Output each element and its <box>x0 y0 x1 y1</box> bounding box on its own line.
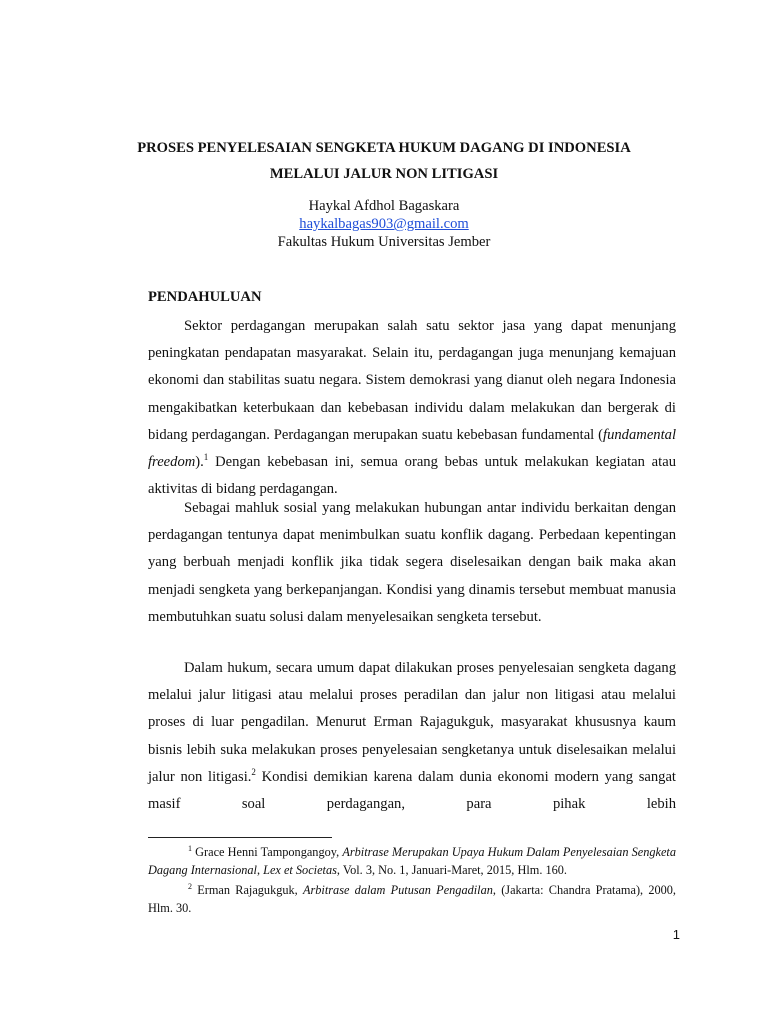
title-line-2: MELALUI JALUR NON LITIGASI <box>269 166 499 182</box>
footnote-2-title: Arbitrase dalam Putusan Pengadilan <box>302 883 493 897</box>
footnote-1-number: 1 <box>188 843 192 853</box>
footnote-1 <box>148 843 676 879</box>
footnote-2-rest: , (Jakarta: Chandra Pratama), 2000, Hlm. 30. <box>148 883 677 915</box>
author-block <box>110 197 658 251</box>
section-heading: PENDAHULUAN <box>148 289 262 305</box>
author-affiliation: Fakultas Hukum Universitas Jember <box>277 234 491 250</box>
title-line-1: PROSES PENYELESAIAN SENGKETA HUKUM DAGANG DI INDONESIA <box>137 140 631 156</box>
footnote-1-author: Grace Henni Tampongangoy, <box>192 845 343 859</box>
paragraph-1 <box>148 313 676 503</box>
footnote-ref-2[interactable]: 2 <box>251 766 256 777</box>
footnote-2-author: Erman Rajagukguk, <box>192 883 303 897</box>
footnote-2 <box>148 881 676 917</box>
footnote-divider <box>148 837 332 838</box>
author-email-link[interactable]: haykalbagas903@gmail.com <box>299 216 469 232</box>
footnote-2-number: 2 <box>188 881 192 891</box>
paragraph-3 <box>148 655 676 818</box>
footnote-1-rest: , Vol. 3, No. 1, Januari-Maret, 2015, Hlm. 160. <box>336 863 567 877</box>
author-name: Haykal Afdhol Bagaskara <box>308 198 460 214</box>
footnote-1-sep: , <box>256 863 264 877</box>
footnote-1-title: Arbitrase Merupakan Upaya Hukum Dalam Penyelesaian Sengketa Dagang Internasional <box>148 845 676 877</box>
paper-title <box>110 135 658 187</box>
p1-text-a: Sektor perdagangan merupakan salah satu sektor jasa yang dapat menunjang peningkatan pendapatan masyarakat. Selain itu, perdagangan juga menunjang kemajuan ekonomi dan stabilitas suatu negara. Sistem demokrasi yang dianut oleh negara Indonesia mengakibatkan keterbukaan dan kebebasan individu dalam melakukan dan bergerak di bidang perdagangan. Perdagangan merupakan suatu kebebasan fundamental ( <box>148 318 676 443</box>
p1-text-b: ). <box>195 454 204 471</box>
paragraph-2: Sebagai mahluk sosial yang melakukan hubungan antar individu berkaitan dengan perdagangan tentunya dapat menimbulkan suatu konflik dagang. Perbedaan kepentingan yang berbuah menjadi konflik jika tidak segera diselesaikan dengan baik maka akan menjadi sengketa yang berkepanjangan. Kondisi yang dinamis tersebut membuat manusia membutuhkan suatu solusi dalam menyelesaikan sengketa tersebut. <box>148 500 676 625</box>
p3-text-b: Kondisi demikian karena dalam dunia ekonomi modern yang sangat masif soal perdagangan, para pihak lebih <box>148 768 676 813</box>
p1-italic-term: fundamental freedom <box>148 426 676 471</box>
footnote-ref-1[interactable]: 1 <box>203 452 209 463</box>
p3-text-a: Dalam hukum, secara umum dapat dilakukan proses penyelesaian sengketa dagang melalui jalur litigasi atau melalui proses peradilan dan jalur non litigasi atau melalui proses di luar pengadilan. Menurut Erman Rajagukguk, masyarakat khususnya kaum bisnis lebih suka melakukan proses penyelesaian sengketanya untuk diselesaikan melalui jalur non litigasi. <box>148 660 676 785</box>
page-number: 1 <box>672 927 680 942</box>
footnote-1-journal: Lex et Societas <box>263 863 337 877</box>
p1-text-c: Dengan kebebasan ini, semua orang bebas untuk melakukan kegiatan atau aktivitas di bidang perdagangan. <box>148 454 676 498</box>
